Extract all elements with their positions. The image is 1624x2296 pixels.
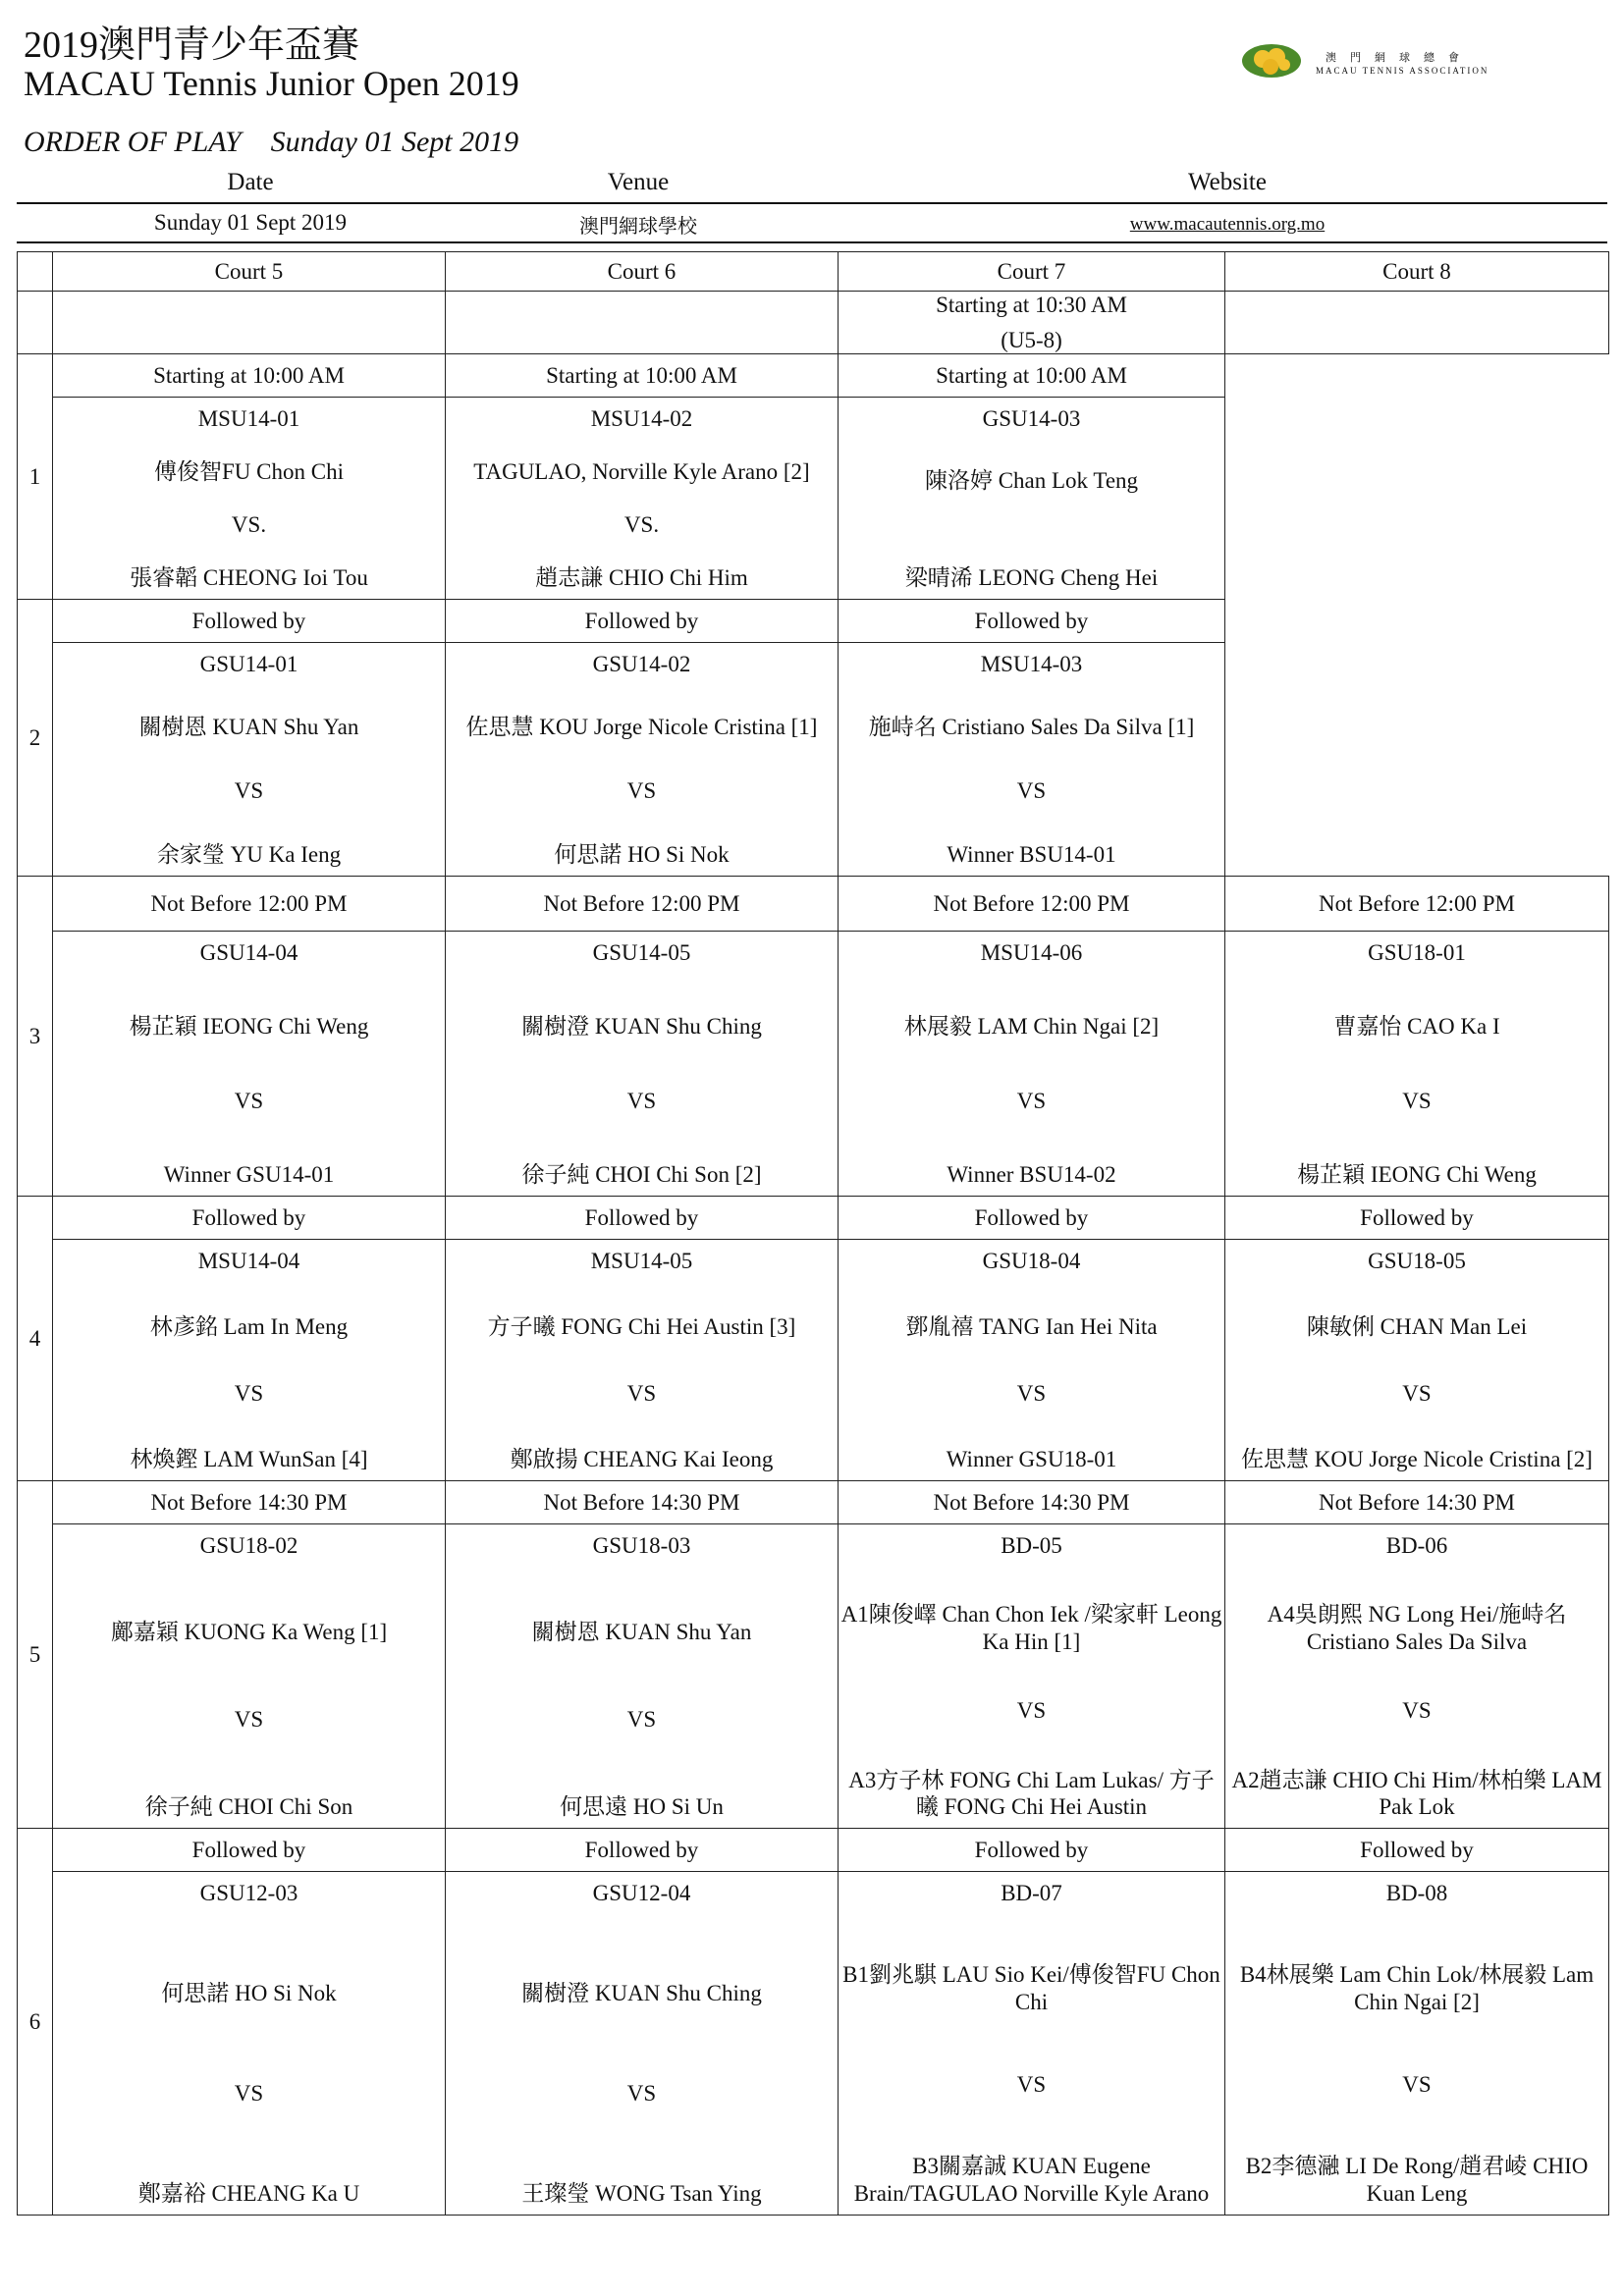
player-two: Winner BSU14-02 bbox=[947, 1162, 1116, 1188]
player-two: B3關嘉誠 KUAN Eugene Brain/TAGULAO Norville Kyle Arano bbox=[853, 2154, 1210, 2207]
match-cell bbox=[839, 932, 1225, 1197]
player-two: 趙志謙 CHIO Chi Him bbox=[535, 565, 748, 591]
player-one: A1陳俊嶧 Chan Chon Iek /梁家軒 Leong Ka Hin [1] bbox=[840, 1602, 1222, 1654]
match-code: MSU14-04 bbox=[197, 1248, 300, 1273]
date-value: Sunday 01 Sept 2019 bbox=[153, 210, 348, 235]
player-one: 何思諾 HO Si Nok bbox=[161, 1980, 337, 2005]
date-label: Date bbox=[227, 169, 274, 195]
versus-label: VS bbox=[1016, 1380, 1047, 1406]
match-code: BD-06 bbox=[1385, 1532, 1448, 1558]
court-7-header: Court 7 bbox=[839, 252, 1225, 292]
spacer-row bbox=[18, 292, 1609, 354]
match-cell bbox=[53, 932, 446, 1197]
match-code: BD-07 bbox=[1001, 1880, 1062, 1905]
header-divider-top bbox=[17, 202, 1607, 204]
versus-label: VS bbox=[1402, 2071, 1432, 2097]
court-7-block bbox=[839, 292, 1225, 354]
court-6-header: Court 6 bbox=[446, 252, 839, 292]
start-time-cell: Starting at 10:00 AM bbox=[446, 354, 839, 398]
player-two: 徐子純 CHOI Chi Son bbox=[144, 1794, 353, 1820]
start-time-cell: Not Before 14:30 PM bbox=[1225, 1481, 1609, 1524]
versus-label: VS bbox=[234, 1707, 264, 1733]
header-divider-bottom bbox=[17, 241, 1607, 243]
round-number: 3 bbox=[18, 877, 53, 1197]
player-one: 關樹恩 KUAN Shu Yan bbox=[531, 1620, 752, 1645]
start-time-cell: Starting at 10:00 AM bbox=[839, 354, 1225, 398]
match-code: MSU14-01 bbox=[197, 405, 300, 431]
match-code: GSU18-04 bbox=[982, 1248, 1081, 1273]
match-lines bbox=[448, 939, 836, 1189]
match-cell bbox=[839, 1872, 1225, 2216]
player-two: B2李德瀜 LI De Rong/趙君崚 CHIO Kuan Leng bbox=[1245, 2154, 1589, 2207]
round-time-row bbox=[18, 877, 1609, 932]
start-time-cell: Followed by bbox=[446, 1829, 839, 1872]
start-time-cell: Not Before 12:00 PM bbox=[839, 877, 1225, 932]
player-two: Winner GSU14-01 bbox=[163, 1162, 335, 1188]
round-number: 1 bbox=[18, 354, 53, 600]
player-one: 陳敏俐 CHAN Man Lei bbox=[1306, 1314, 1528, 1340]
versus-label: VS bbox=[1402, 1088, 1432, 1113]
match-cell bbox=[446, 1872, 839, 2216]
player-one: 鄧胤禧 TANG Ian Hei Nita bbox=[905, 1314, 1158, 1340]
player-two: Winner GSU18-01 bbox=[946, 1447, 1117, 1472]
match-lines bbox=[448, 405, 836, 592]
court-5-header: Court 5 bbox=[53, 252, 446, 292]
start-time-cell: Followed by bbox=[446, 600, 839, 643]
match-code: GSU14-02 bbox=[592, 651, 691, 676]
match-lines bbox=[840, 1248, 1222, 1473]
match-cell bbox=[53, 398, 446, 600]
player-one: 關樹澄 KUAN Shu Ching bbox=[521, 1980, 762, 2005]
player-two: 楊芷穎 IEONG Chi Weng bbox=[1297, 1162, 1537, 1188]
match-code: GSU14-03 bbox=[982, 405, 1081, 431]
match-cell bbox=[53, 1872, 446, 2216]
versus-label: VS bbox=[1402, 1380, 1432, 1406]
round-match-row bbox=[18, 1872, 1609, 2216]
start-time-cell: Followed by bbox=[53, 1197, 446, 1240]
match-cell bbox=[53, 643, 446, 877]
player-two: 梁晴浠 LEONG Cheng Hei bbox=[904, 565, 1159, 591]
round-number: 4 bbox=[18, 1197, 53, 1481]
round-number: 6 bbox=[18, 1829, 53, 2216]
versus-label: VS bbox=[626, 1707, 657, 1733]
match-lines bbox=[55, 1532, 443, 1821]
start-time-cell: Not Before 14:30 PM bbox=[839, 1481, 1225, 1524]
start-time-cell: Followed by bbox=[53, 1829, 446, 1872]
match-lines bbox=[55, 1880, 443, 2208]
round-time-row bbox=[18, 354, 1609, 398]
match-lines bbox=[1227, 1880, 1606, 2208]
match-code: GSU12-04 bbox=[592, 1880, 691, 1905]
spacer-cell bbox=[18, 292, 53, 354]
player-one: 鄺嘉穎 KUONG Ka Weng [1] bbox=[110, 1620, 388, 1645]
versus-label: VS bbox=[234, 1380, 264, 1406]
round-time-row bbox=[18, 1197, 1609, 1240]
player-one: TAGULAO, Norville Kyle Arano [2] bbox=[473, 458, 810, 484]
versus-label: VS bbox=[1016, 778, 1047, 804]
court-7-age-group: (U5-8) bbox=[1001, 327, 1062, 352]
match-code: GSU14-01 bbox=[199, 651, 298, 676]
title-en: MACAU Tennis Junior Open 2019 bbox=[24, 64, 519, 103]
match-code: GSU18-02 bbox=[199, 1532, 298, 1558]
round-number: 2 bbox=[18, 600, 53, 877]
match-cell bbox=[839, 398, 1225, 600]
match-cell bbox=[839, 1524, 1225, 1829]
match-cell bbox=[1225, 1524, 1609, 1829]
match-cell bbox=[53, 1524, 446, 1829]
match-lines bbox=[1227, 939, 1606, 1189]
player-one: 楊芷穎 IEONG Chi Weng bbox=[129, 1014, 369, 1040]
player-one: 林展毅 LAM Chin Ngai [2] bbox=[903, 1014, 1160, 1040]
match-code: GSU14-05 bbox=[592, 939, 691, 965]
round-match-row bbox=[18, 643, 1609, 877]
match-lines bbox=[840, 939, 1222, 1189]
website-link[interactable]: www.macautennis.org.mo bbox=[1129, 214, 1326, 235]
player-one: 陳洛婷 Chan Lok Teng bbox=[924, 468, 1139, 494]
corner-cell bbox=[18, 252, 53, 292]
match-lines bbox=[448, 1248, 836, 1473]
venue-value: 澳門網球學校 bbox=[579, 216, 697, 238]
versus-label: VS bbox=[1402, 1698, 1432, 1724]
player-two: Winner BSU14-01 bbox=[947, 842, 1116, 868]
match-cell bbox=[446, 1524, 839, 1829]
start-time-cell: Followed by bbox=[839, 1829, 1225, 1872]
order-of-play-subtitle: ORDER OF PLAY Sunday 01 Sept 2019 bbox=[24, 126, 519, 158]
player-one: A4吳朗熙 NG Long Hei/施峙名 Cristiano Sales Da Silva bbox=[1267, 1602, 1567, 1654]
order-of-play-table bbox=[17, 251, 1609, 2216]
round-time-row bbox=[18, 1829, 1609, 1872]
match-code: GSU18-03 bbox=[592, 1532, 691, 1558]
match-code: MSU14-02 bbox=[590, 405, 693, 431]
match-code: MSU14-03 bbox=[980, 651, 1083, 676]
round-match-row bbox=[18, 932, 1609, 1197]
player-two: 佐思慧 KOU Jorge Nicole Cristina [2] bbox=[1241, 1447, 1593, 1472]
match-lines bbox=[840, 1532, 1222, 1821]
match-lines bbox=[448, 651, 836, 869]
player-one: 佐思慧 KOU Jorge Nicole Cristina [1] bbox=[465, 715, 818, 740]
start-time-cell: Not Before 12:00 PM bbox=[53, 877, 446, 932]
start-time-cell: Not Before 14:30 PM bbox=[446, 1481, 839, 1524]
match-lines bbox=[840, 1880, 1222, 2208]
match-code: GSU12-03 bbox=[199, 1880, 298, 1905]
match-lines bbox=[1227, 1248, 1606, 1473]
player-one: 關樹恩 KUAN Shu Yan bbox=[138, 715, 359, 740]
player-two: 何思諾 HO Si Nok bbox=[554, 842, 730, 868]
round-match-row bbox=[18, 398, 1609, 600]
round-match-row bbox=[18, 1524, 1609, 1829]
match-cell bbox=[446, 398, 839, 600]
player-one: 關樹澄 KUAN Shu Ching bbox=[521, 1014, 762, 1040]
player-one: 方子曦 FONG Chi Hei Austin [3] bbox=[487, 1314, 796, 1340]
start-time-cell: Followed by bbox=[53, 600, 446, 643]
versus-label: VS bbox=[626, 1380, 657, 1406]
title-cn: 2019澳門青少年盃賽 bbox=[24, 25, 360, 66]
spacer-cell bbox=[446, 292, 839, 354]
match-lines bbox=[840, 405, 1222, 592]
player-two: 鄭啟揚 CHEANG Kai Ieong bbox=[510, 1447, 774, 1472]
match-code: GSU18-05 bbox=[1368, 1248, 1466, 1273]
start-time-cell: Followed by bbox=[1225, 1197, 1609, 1240]
player-one: B1劉兆騏 LAU Sio Kei/傅俊智FU Chon Chi bbox=[842, 1962, 1220, 2015]
match-code: GSU14-04 bbox=[199, 939, 298, 965]
round-time-row bbox=[18, 1481, 1609, 1524]
player-two: 林煥鏗 LAM WunSan [4] bbox=[130, 1447, 368, 1472]
match-lines bbox=[448, 1880, 836, 2208]
match-lines bbox=[1227, 1532, 1606, 1821]
spacer-cell bbox=[53, 292, 446, 354]
start-time-cell: Not Before 12:00 PM bbox=[1225, 877, 1609, 932]
player-two: 余家瑩 YU Ka Ieng bbox=[156, 842, 342, 868]
match-cell bbox=[446, 932, 839, 1197]
match-lines bbox=[55, 405, 443, 592]
website-label: Website bbox=[1188, 169, 1267, 195]
venue-label: Venue bbox=[607, 169, 670, 195]
match-cell bbox=[53, 1240, 446, 1481]
start-time-cell: Starting at 10:00 AM bbox=[53, 354, 446, 398]
player-two: A3方子林 FONG Chi Lam Lukas/ 方子曦 FONG Chi Hei Austin bbox=[848, 1767, 1215, 1820]
player-two: 何思遠 HO Si Un bbox=[560, 1794, 724, 1820]
player-two: 張睿韜 CHEONG Ioi Tou bbox=[130, 565, 368, 591]
player-one: 施峙名 Cristiano Sales Da Silva [1] bbox=[868, 715, 1195, 740]
player-two: 徐子純 CHOI Chi Son [2] bbox=[521, 1162, 762, 1188]
spacer-cell bbox=[1225, 292, 1609, 354]
round-number: 5 bbox=[18, 1481, 53, 1829]
start-time-cell: Followed by bbox=[839, 1197, 1225, 1240]
versus-label: VS bbox=[234, 778, 264, 804]
match-lines bbox=[55, 1248, 443, 1473]
player-two: 鄭嘉裕 CHEANG Ka U bbox=[137, 2181, 360, 2207]
player-two: 王璨瑩 WONG Tsan Ying bbox=[521, 2181, 762, 2207]
match-cell bbox=[1225, 932, 1609, 1197]
court-7-start-time: Starting at 10:30 AM bbox=[936, 293, 1127, 317]
start-time-cell: Not Before 12:00 PM bbox=[446, 877, 839, 932]
match-code: BD-05 bbox=[1001, 1532, 1062, 1558]
match-cell bbox=[839, 643, 1225, 877]
match-code: MSU14-06 bbox=[980, 939, 1083, 965]
match-lines bbox=[55, 651, 443, 869]
versus-label: VS bbox=[1016, 1088, 1047, 1113]
match-cell bbox=[446, 1240, 839, 1481]
round-match-row bbox=[18, 1240, 1609, 1481]
versus-label: VS bbox=[626, 2080, 657, 2106]
versus-label: VS bbox=[626, 778, 657, 804]
court-header-row bbox=[18, 252, 1609, 292]
round-time-row bbox=[18, 600, 1609, 643]
player-one: 曹嘉怡 CAO Ka I bbox=[1333, 1014, 1500, 1040]
versus-label: VS. bbox=[623, 511, 660, 537]
match-lines bbox=[55, 939, 443, 1189]
match-cell bbox=[446, 643, 839, 877]
match-code: BD-08 bbox=[1385, 1880, 1448, 1905]
start-time-cell: Not Before 14:30 PM bbox=[53, 1481, 446, 1524]
start-time-cell: Followed by bbox=[839, 600, 1225, 643]
player-one: 林彥銘 Lam In Meng bbox=[149, 1314, 349, 1340]
player-one: 傅俊智FU Chon Chi bbox=[154, 458, 344, 484]
versus-label: VS bbox=[1016, 1698, 1047, 1724]
versus-label: VS. bbox=[231, 511, 267, 537]
match-lines bbox=[448, 1532, 836, 1821]
versus-label: VS bbox=[234, 1088, 264, 1113]
start-time-cell: Followed by bbox=[1225, 1829, 1609, 1872]
match-cell bbox=[1225, 1240, 1609, 1481]
player-one: B4林展樂 Lam Chin Lok/林展毅 Lam Chin Ngai [2] bbox=[1239, 1962, 1595, 2015]
court-8-header: Court 8 bbox=[1225, 252, 1609, 292]
player-two: A2趙志謙 CHIO Chi Him/林柏樂 LAM Pak Lok bbox=[1231, 1767, 1602, 1820]
match-lines bbox=[840, 651, 1222, 869]
start-time-cell: Followed by bbox=[446, 1197, 839, 1240]
versus-label: VS bbox=[626, 1088, 657, 1113]
logo-text-cn: 澳門網球總會 bbox=[1326, 52, 1473, 64]
logo-text-en: MACAU TENNIS ASSOCIATION bbox=[1316, 66, 1489, 76]
match-code: MSU14-05 bbox=[590, 1248, 693, 1273]
match-cell bbox=[839, 1240, 1225, 1481]
versus-label: VS bbox=[1016, 2071, 1047, 2097]
versus-label: VS bbox=[234, 2080, 264, 2106]
match-code: GSU18-01 bbox=[1368, 939, 1466, 965]
match-cell bbox=[1225, 1872, 1609, 2216]
